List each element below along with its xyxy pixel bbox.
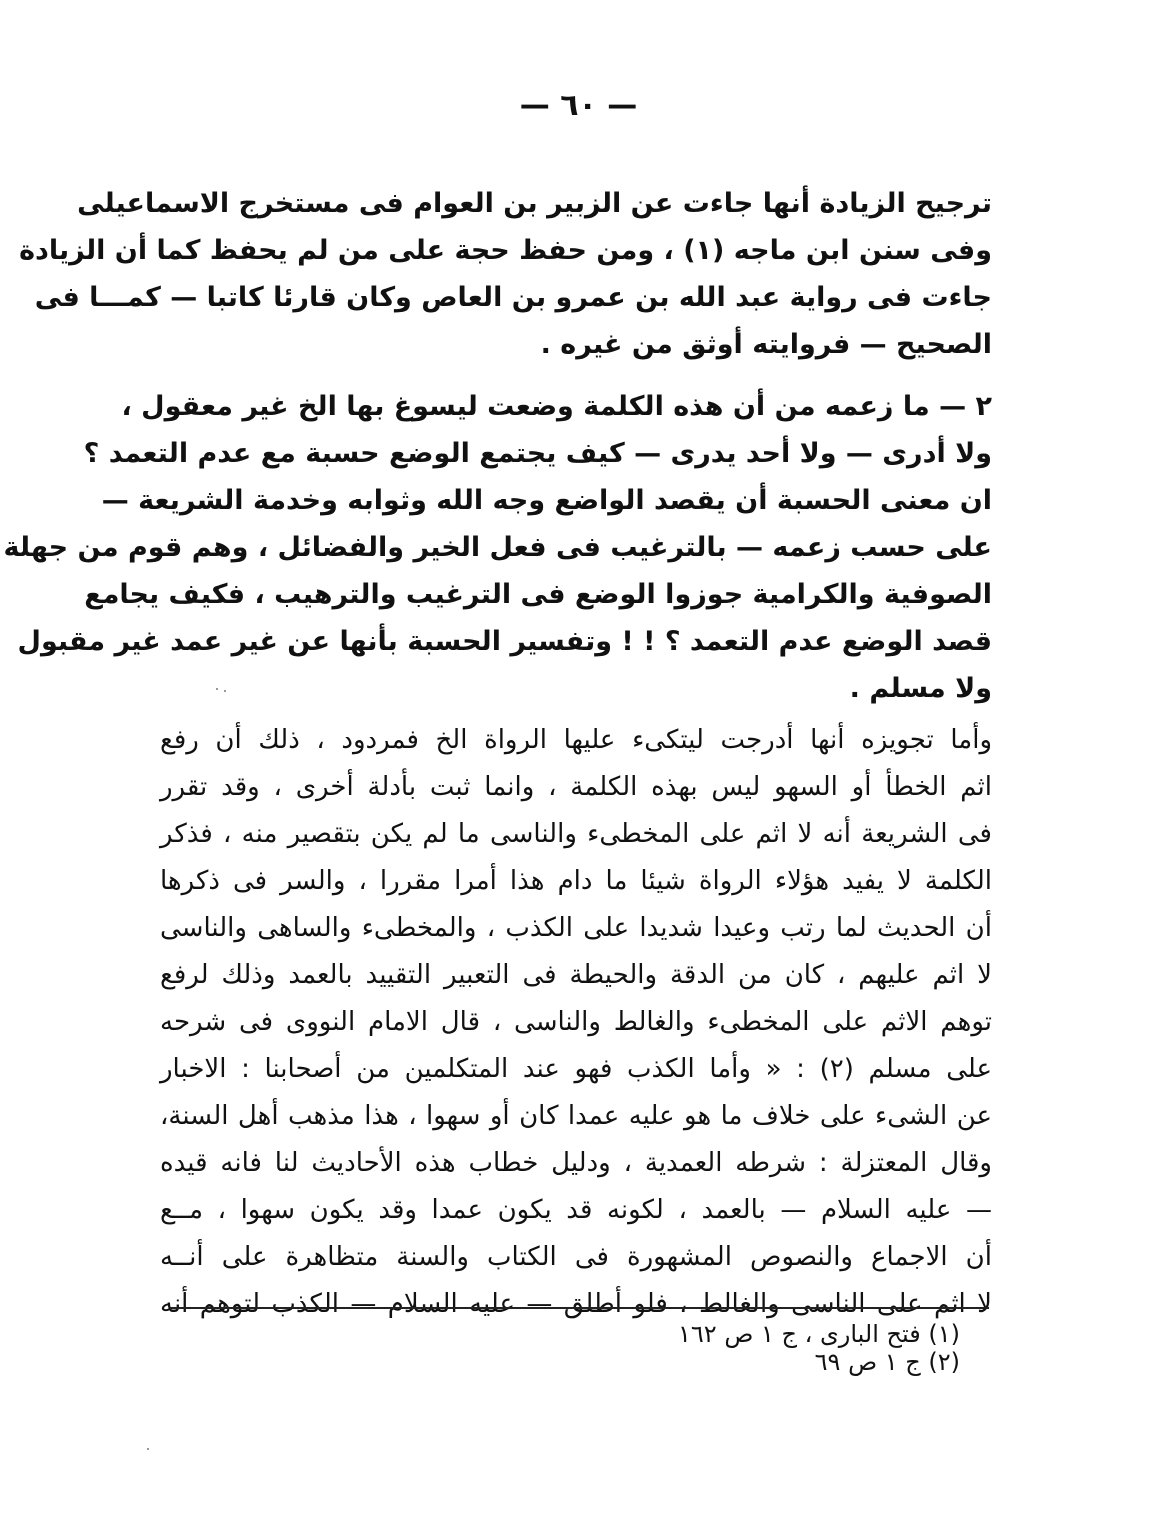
footnote-divider bbox=[170, 1307, 989, 1309]
text-line: توهم الاثم على المخطىء والغالط والناسى ، قال الامام النووى فى شرحه bbox=[160, 1007, 992, 1037]
text-line: ترجيح الزيادة أنها جاءت عن الزبير بن العوام فى مستخرج الاسماعيلى bbox=[77, 188, 992, 219]
text-line: على حسب زعمه — بالترغيب فى فعل الخير والفضائل ، وهم قوم من جهلة bbox=[3, 532, 992, 563]
text-line: الصوفية والكرامية جوزوا الوضع فى الترغيب والترهيب ، فكيف يجامع bbox=[84, 579, 992, 610]
text-line: وأما تجويزه أنها أدرجت ليتكىء عليها الرواة الخ فمردود ، ذلك أن رفع bbox=[160, 725, 992, 755]
text-line: جاءت فى رواية عبد الله بن عمرو بن العاص وكان قارئا كاتبا — كمـــا فى bbox=[34, 282, 992, 313]
text-line: ولا أدرى — ولا أحد يدرى — كيف يجتمع الوضع حسبة مع عدم التعمد ؟ bbox=[83, 438, 992, 469]
text-line: على مسلم (٢) : « وأما الكذب فهو عند المتكلمين من أصحابنا : الاخبار bbox=[160, 1054, 993, 1084]
text-line: ولا مسلم . bbox=[849, 673, 992, 704]
paragraph-2 bbox=[3, 383, 992, 712]
text-line: وقال المعتزلة : شرطه العمدية ، ودليل خطاب هذه الأحاديث لنا فانه قيده bbox=[160, 1148, 992, 1178]
scan-speck bbox=[224, 690, 226, 692]
paragraph-3 bbox=[160, 717, 992, 1328]
text-line: قصد الوضع عدم التعمد ؟ ! ! وتفسير الحسبة بأنها عن غير عمد غير مقبول bbox=[17, 626, 992, 657]
text-line: لا اثم على الناسى والغالط ، فلو أطلق — عليه السلام — الكذب لتوهم أنه bbox=[160, 1289, 992, 1319]
paragraph-1 bbox=[19, 180, 992, 368]
text-line: اثم الخطأ أو السهو ليس بهذه الكلمة ، وانما ثبت بأدلة أخرى ، وقد تقرر bbox=[160, 772, 992, 802]
footnotes bbox=[400, 1320, 960, 1376]
text-line: لا اثم عليهم ، كان من الدقة والحيطة فى التعبير التقييد بالعمد وذلك لرفع bbox=[160, 960, 992, 990]
text-line: فى الشريعة أنه لا اثم على المخطىء والناسى ما لم يكن بتقصير منه ، فذكر bbox=[160, 819, 992, 849]
text-line: وفى سنن ابن ماجه (١) ، ومن حفظ حجة على من لم يحفظ كما أن الزيادة bbox=[19, 235, 992, 266]
text-line: ٢ — ما زعمه من أن هذه الكلمة وضعت ليسوغ بها الخ غير معقول ، bbox=[121, 391, 992, 422]
text-line: الكلمة لا يفيد هؤلاء الرواة شيئا ما دام هذا أمرا مقررا ، والسر فى ذكرها bbox=[160, 866, 992, 896]
text-line: أن الاجماع والنصوص المشهورة فى الكتاب والسنة متظاهرة على أنــه bbox=[160, 1242, 992, 1272]
page-number: — ٦٠ — bbox=[519, 88, 638, 123]
footnote-1: (١) فتح البارى ، ج ١ ص ١٦٢ bbox=[678, 1320, 960, 1348]
text-line: الصحيح — فروايته أوثق من غيره . bbox=[540, 329, 992, 360]
footnote-2: (٢) ج ١ ص ٦٩ bbox=[814, 1348, 960, 1376]
scan-speck bbox=[216, 688, 218, 690]
text-line: ان معنى الحسبة أن يقصد الواضع وجه الله وثوابه وخدمة الشريعة — bbox=[101, 485, 992, 516]
text-line: أن الحديث لما رتب وعيدا شديدا على الكذب ، والمخطىء والساهى والناسى bbox=[160, 913, 992, 943]
scan-speck bbox=[147, 1448, 149, 1450]
text-line: عن الشىء على خلاف ما هو عليه عمدا كان أو سهوا ، هذا مذهب أهل السنة، bbox=[160, 1101, 992, 1131]
text-line: — عليه السلام — بالعمد ، لكونه قد يكون عمدا وقد يكون سهوا ، مــع bbox=[160, 1195, 992, 1225]
